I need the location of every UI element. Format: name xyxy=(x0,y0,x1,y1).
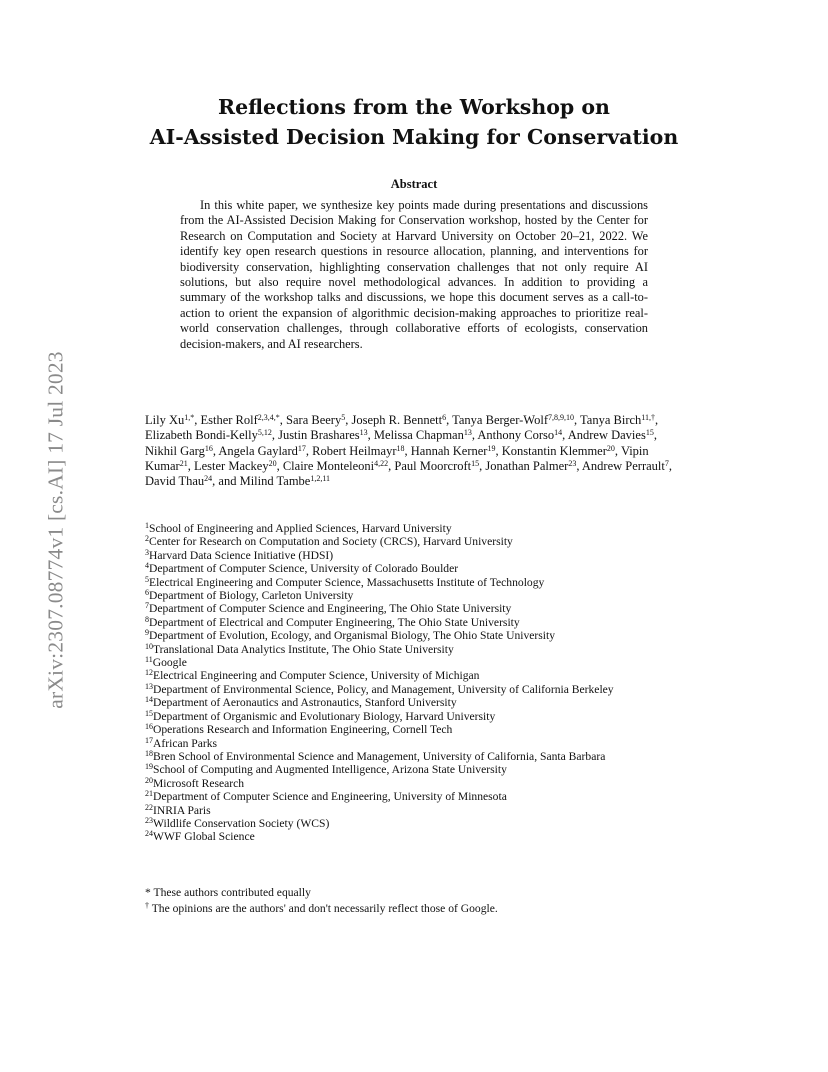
author-name: Justin Brashares xyxy=(278,428,360,443)
affiliation-item xyxy=(145,817,705,830)
affiliation-text: Google xyxy=(152,656,187,670)
affiliation-item xyxy=(145,830,705,843)
affiliation-item xyxy=(145,723,705,736)
author-affiliation-marks: 7 xyxy=(664,458,669,468)
author-affiliation-marks: 4,22 xyxy=(374,458,389,468)
affiliation-text: Operations Research and Information Engineering, Cornell Tech xyxy=(153,723,453,737)
abstract-heading: Abstract xyxy=(390,177,438,191)
author-name: Andrew Perrault xyxy=(581,458,665,473)
author-affiliation-marks: 15 xyxy=(471,458,480,468)
author-name: Joseph R. Bennett xyxy=(351,413,443,427)
author-name: Konstantin Klemmer xyxy=(501,443,607,458)
author xyxy=(394,459,479,473)
affiliation-item xyxy=(145,549,705,562)
affiliation-item xyxy=(145,656,705,669)
author xyxy=(240,474,330,488)
author-name: Milind Tambe xyxy=(239,474,311,489)
affiliation-number: 17 xyxy=(145,735,153,745)
author-name: Melissa Chapman xyxy=(373,428,464,443)
affiliation-number: 7 xyxy=(145,601,149,611)
affiliation-text: Department of Environmental Science, Policy, and Management, University of California Berkeley xyxy=(153,682,614,696)
author xyxy=(411,444,496,458)
author-name: Robert Heilmayr xyxy=(312,443,397,458)
affiliation-item xyxy=(145,522,705,535)
author-affiliation-marks: 19 xyxy=(487,443,496,453)
author xyxy=(582,459,669,473)
author xyxy=(286,413,345,427)
author-name: Claire Monteleoni xyxy=(282,458,375,473)
affiliation-text: Department of Computer Science, University of Colorado Boulder xyxy=(149,562,459,576)
author-name: Lester Mackey xyxy=(193,458,269,473)
affiliation-item xyxy=(145,669,705,682)
affiliation-text: Wildlife Conservation Society (WCS) xyxy=(153,816,330,830)
affiliation-item xyxy=(145,696,705,709)
affiliation-number: 24 xyxy=(145,829,153,839)
author-affiliation-marks: 24 xyxy=(204,474,213,484)
author-affiliation-marks: 7,8,9,10 xyxy=(548,413,574,422)
affiliation-item xyxy=(145,683,655,696)
title-line-1: Reflections from the Workshop on xyxy=(218,95,610,119)
footnotes xyxy=(145,885,498,916)
affiliation-text: Department of Organismic and Evolutionary Biology, Harvard University xyxy=(153,709,496,723)
author-name: Sara Beery xyxy=(286,413,342,427)
author xyxy=(145,444,213,458)
author xyxy=(452,413,574,427)
author xyxy=(485,459,576,473)
footnote-mark: * xyxy=(145,886,151,899)
affiliation-number: 2 xyxy=(145,534,149,544)
footnote xyxy=(145,901,498,917)
affiliation-number: 10 xyxy=(145,641,153,651)
affiliation-number: 11 xyxy=(145,655,153,665)
affiliation-number: 14 xyxy=(145,695,153,705)
affiliation-text: Electrical Engineering and Computer Science, University of Michigan xyxy=(153,669,480,683)
affiliation-item xyxy=(145,777,705,790)
author-name: Tanya Birch xyxy=(580,413,642,427)
affiliation-number: 6 xyxy=(145,588,149,598)
author-affiliation-marks: 2,3,4,* xyxy=(257,413,280,422)
author-affiliation-marks: 20 xyxy=(268,458,277,468)
affiliation-item xyxy=(145,643,705,656)
author xyxy=(502,444,615,458)
footnote-mark: † xyxy=(145,900,149,910)
author-affiliation-marks: 18 xyxy=(396,443,405,453)
author xyxy=(278,428,368,442)
affiliation-number: 23 xyxy=(145,815,153,825)
affiliation-number: 22 xyxy=(145,802,153,812)
author-name: Tanya Berger-Wolf xyxy=(452,413,548,427)
author xyxy=(145,428,272,442)
affiliation-text: Department of Aeronautics and Astronautics, Stanford University xyxy=(153,696,457,710)
author-list: Lily $Xu^{1,*}$, Esther Rolf$^{2,3,4,*}$, Sara Beery$^5$, Joseph R. Bennett$^6$, Tanya Berger-Wolf$^{7,8,9,10}$, Tanya Birch$^{11,\dagger}$, Elizabeth Bondi-Kelly$^{5,12}$, Justin Brashares$^{13}$, Melissa Chapman$^{13}$, Anthony Corso$^{14}$, Andrew Davies$^{15}$, Nikhil Garg$^{16}$, Angela Gaylard$^{17}$, Robert Heilmayr$^{18}$, Hannah Kerner$^{19}$, Konstantin Klemmer$^{20}$, Vipin Kumar$^{21}$, Lester Mackey$^{20}$, Claire Monteleoni$^{4,22}$, Paul Moorcroft$^{15}$, Jonathan Palmer$^{23}$, Andrew Perrault$^7$, David Thau$^{24}$, and Milind Tambe$^{1,2,11}$ xyxy=(145,413,672,489)
affiliation-text: Microsoft Research xyxy=(153,776,245,790)
author-name: Jonathan Palmer xyxy=(485,458,569,473)
affiliation-item xyxy=(145,629,705,642)
author-affiliation-marks: 6 xyxy=(442,413,447,422)
title-line-2: AI-Assisted Decision Making for Conservation xyxy=(149,125,679,149)
affiliation-item xyxy=(145,737,705,750)
author-affiliation-marks: 13 xyxy=(359,428,368,438)
author-affiliation-marks: 23 xyxy=(568,458,577,468)
author-affiliation-marks: 5,12 xyxy=(257,428,272,438)
affiliation-number: 4 xyxy=(145,561,149,571)
affiliation-number: 15 xyxy=(145,708,153,718)
author-affiliation-marks: 16 xyxy=(204,443,213,453)
affiliation-item xyxy=(145,616,705,629)
author xyxy=(580,413,655,427)
affiliation-text: Harvard Data Science Initiative (HDSI) xyxy=(149,548,334,562)
affiliation-number: 16 xyxy=(145,722,153,732)
affiliation-number: 1 xyxy=(145,521,149,530)
author xyxy=(312,444,404,458)
affiliation-item xyxy=(145,602,705,615)
affiliation-text: WWF Global Science xyxy=(153,830,255,844)
author-affiliation-marks: 14 xyxy=(554,428,563,438)
affiliation-text: Department of Electrical and Computer Engineering, The Ohio State University xyxy=(149,615,520,629)
author-affiliation-marks: 11,† xyxy=(641,413,655,422)
affiliation-text: Department of Computer Science and Engineering, The Ohio State University xyxy=(149,602,512,616)
affiliation-number: 19 xyxy=(145,762,153,772)
author-name: Esther Rolf xyxy=(200,413,258,427)
author xyxy=(200,413,279,427)
author xyxy=(194,459,277,473)
affiliation-number: 9 xyxy=(145,628,149,638)
author-name: Lily Xu xyxy=(145,413,185,427)
author-name: Anthony Corso xyxy=(477,428,555,443)
affiliation-text: School of Engineering and Applied Sciences, Harvard University xyxy=(149,522,452,535)
author-name: Hannah Kerner xyxy=(410,443,488,458)
affiliation-item xyxy=(145,763,705,776)
author xyxy=(568,428,654,442)
affiliation-number: 18 xyxy=(145,748,153,758)
affiliation-text: Electrical Engineering and Computer Science, Massachusetts Institute of Technology xyxy=(149,575,545,589)
author-name: David Thau xyxy=(145,474,205,489)
affiliation-text: INRIA Paris xyxy=(153,803,211,817)
affiliation-text: School of Computing and Augmented Intelligence, Arizona State University xyxy=(153,763,507,777)
footnote xyxy=(145,885,498,901)
author-name: Elizabeth Bondi-Kelly xyxy=(145,428,258,443)
affiliation-number: 8 xyxy=(145,614,149,624)
affiliation-item xyxy=(145,804,705,817)
author-affiliation-marks: 1,2,11 xyxy=(310,474,331,484)
affiliation-number: 21 xyxy=(145,789,153,799)
affiliation-item xyxy=(145,535,705,548)
abstract-text: In this white paper, we synthesize key points made during presentations and discussions from the AI-Assisted Decision Making for Conservation workshop, hosted by the Center for Research on Computation and Society at Harvard University on October 20–21, 2022. We identify key open research questions in resource allocation, planning, and interventions for biodiversity conservation, highlighting conservation challenges that not only require AI solutions, but also require novel methodological advances. In addition to providing a summary of the workshop talks and discussions, we hope this document serves as a call-to-action to orient the expansion of algorithmic decision-making approaches to prioritize real-world conservation challenges, through collaborative efforts of ecologists, conservation decision-makers, and AI researchers. xyxy=(180,198,648,351)
affiliation-item xyxy=(145,710,705,723)
author-name: Vipin Kumar xyxy=(145,443,649,473)
author-affiliation-marks: 5 xyxy=(341,413,346,422)
affiliation-text: Translational Data Analytics Institute, The Ohio State University xyxy=(153,642,454,656)
affiliation-text: Center for Research on Computation and Society (CRCS), Harvard University xyxy=(149,535,513,549)
affiliation-item xyxy=(145,576,705,589)
affiliation-number: 3 xyxy=(145,547,149,557)
arxiv-identifier-stamp: arXiv:2307.08774v1 [cs.AI] 17 Jul 2023 xyxy=(43,351,68,709)
author-affiliation-marks: 15 xyxy=(645,428,654,438)
affiliation-text: Bren School of Environmental Science and Management, University of California, Santa Barbara xyxy=(153,749,606,763)
affiliation-number: 5 xyxy=(145,574,149,584)
author xyxy=(283,459,388,473)
author xyxy=(145,413,194,427)
affiliation-item xyxy=(145,589,705,602)
footnote-text: The opinions are the authors' and don't necessarily reflect those of Google. xyxy=(149,901,498,915)
affiliation-item xyxy=(145,750,705,763)
author xyxy=(374,428,472,442)
author-name: Nikhil Garg xyxy=(145,443,205,458)
author-affiliation-marks: 17 xyxy=(297,443,306,453)
author-name: Paul Moorcroft xyxy=(394,458,472,473)
affiliation-item xyxy=(145,790,705,803)
author-affiliation-marks: 20 xyxy=(606,443,615,453)
paper-title xyxy=(0,92,828,152)
author-name: Andrew Davies xyxy=(567,428,646,443)
author-affiliation-marks: 13 xyxy=(463,428,472,438)
affiliation-list xyxy=(145,522,705,844)
author-affiliation-marks: 1,* xyxy=(184,413,195,422)
footnote-text: These authors contributed equally xyxy=(150,886,311,899)
affiliation-number: 12 xyxy=(145,668,153,678)
affiliation-text: Department of Biology, Carleton University xyxy=(149,589,354,603)
affiliation-number: 20 xyxy=(145,775,153,785)
affiliation-text: Department of Computer Science and Engineering, University of Minnesota xyxy=(153,790,507,804)
author xyxy=(145,474,212,488)
author xyxy=(218,444,305,458)
author xyxy=(351,413,446,427)
author-name: Angela Gaylard xyxy=(218,443,298,458)
affiliation-item xyxy=(145,562,705,575)
affiliation-number: 13 xyxy=(145,681,153,691)
affiliation-text: Department of Evolution, Ecology, and Organismal Biology, The Ohio State University xyxy=(149,629,556,643)
author-affiliation-marks: 21 xyxy=(179,458,188,468)
author xyxy=(477,428,562,442)
affiliation-text: African Parks xyxy=(153,736,218,750)
